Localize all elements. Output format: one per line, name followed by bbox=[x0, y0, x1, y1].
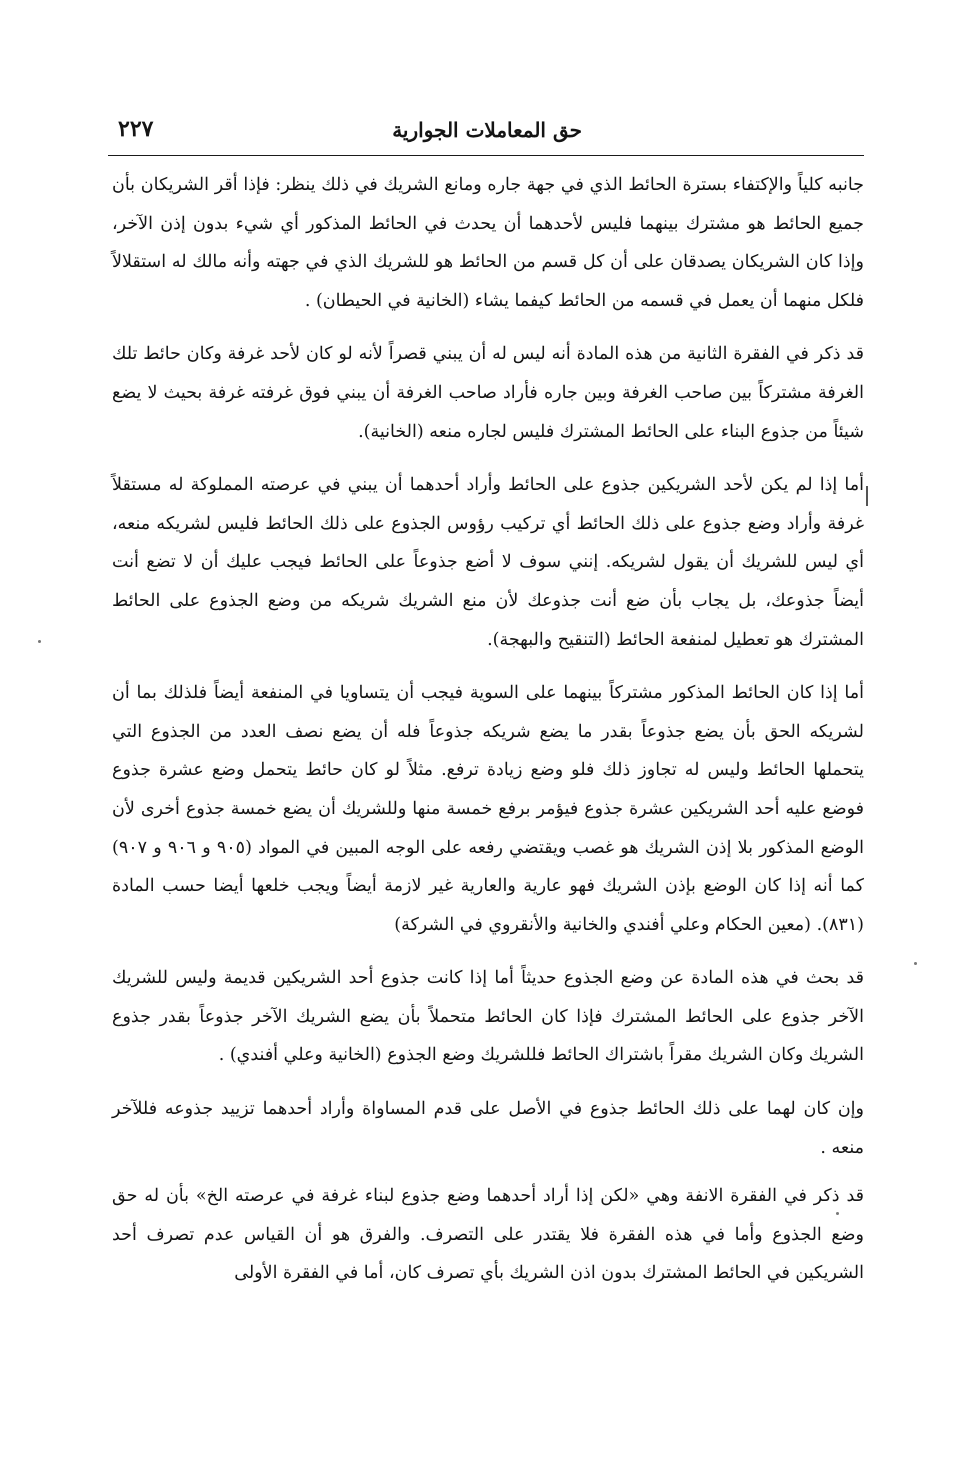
scan-speck bbox=[38, 640, 41, 643]
page-header bbox=[108, 112, 864, 152]
paragraph-5: قد بحث في هذه المادة عن وضع الجذوع حديثاً أما إذا كانت جذوع أحد الشريكين قديمة وليس للشريك الآخر جذوع على الحائط المشترك فإذا كان الحائط متحملاً بأن يضع الشريك الآخر جذوعاً بقدر جذوع الشريك وكان الشريك مقراً باشتراك الحائط فللشريك وضع الجذوع (الخانية وعلي أفندي) . bbox=[112, 968, 864, 1066]
paragraph-2: قد ذكر في الفقرة الثانية من هذه المادة أنه ليس له أن يبني قصراً لأنه لو كان لأحد غرفة وكان حائط تلك الغرفة مشتركاً بين صاحب الغرفة وبين جاره فأراد صاحب الغرفة أن يبني فوق غرفته غرفة بحيث لا يضع شيئاً من جذوع البناء على الحائط المشترك فليس لجاره منعه (الخانية). bbox=[112, 344, 864, 442]
running-title: حق المعاملات الجوارية bbox=[392, 118, 582, 142]
paragraph-1: جانبه كلياً والإكتفاء بسترة الحائط الذي في جهة جاره ومانع الشريك في ذلك ينظر: فإذا أقر الشريكان بأن جميع الحائط هو مشترك بينهما فليس لأحدهما أن يحدث في الحائط المذكور أي شيء بدون إذن الآخر، وإذا كان الشريكان يصدقان على أن كل قسم من الحائط هو للشريك الذي في جهته وأنه مالك له استقلالاً فلكل منهما أن يعمل في قسمه من الحائط كيفما يشاء (الخانية في الحيطان) . bbox=[112, 175, 864, 311]
body-text bbox=[112, 166, 864, 1308]
paragraph-7: قد ذكر في الفقرة الانفة وهي «لكن إذا أراد أحدهما وضع جذوع لبناء غرفة في عرصته الخ» بأن له حق وضع الجذوع وأما في هذه الفقرة فلا يقتدر على التصرف. والفرق هو أن القياس عدم تصرف أحد الشريكين في الحائط المشترك بدون اذن الشريك بأي تصرف كان، أما في الفقرة الأولى bbox=[112, 1186, 864, 1284]
page-number: ٢٢٧ bbox=[118, 116, 154, 142]
header-rule bbox=[108, 155, 864, 156]
paragraph-6: وإن كان لهما على ذلك الحائط جذوع في الأصل على قدم المساواة وأراد أحدهما تزييد جذوعه فللآخر منعه . bbox=[112, 1099, 864, 1158]
scan-speck bbox=[914, 962, 917, 965]
scan-speck bbox=[836, 1212, 839, 1215]
margin-mark bbox=[866, 486, 868, 506]
paragraph-3: أما إذا لم يكن لأحد الشريكين جذوع على الحائط وأراد أحدهما أن يبني في عرصته المملوكة له مستقلاً غرفة وأراد وضع جذوع على ذلك الحائط أي تركيب رؤوس الجذوع على ذلك الحائط فليس لشريكه منعه، أي ليس للشريك أن يقول لشريكه. إنني سوف لا أضع جذوعاً على الحائط فيجب عليك أن لا تضع أنت أيضاً جذوعك، بل يجاب بأن ضع أنت جذوعك لأن منع الشريك شريكه من وضع الجذوع على الحائط المشترك هو تعطيل لمنفعة الحائط (التنقيح والبهجة). bbox=[112, 475, 864, 650]
paragraph-4: أما إذا كان الحائط المذكور مشتركاً بينهما على السوية فيجب أن يتساويا في المنفعة أيضاً فلذلك بما أن لشريكه الحق بأن يضع جذوعاً بقدر ما يضع شريكه جذوعاً فله أن يضع نصف العدد من الجذوع التي يتحملها الحائط وليس له تجاوز ذلك فلو وضع زيادة ترفع. مثلاً لو كان حائط يتحمل وضع عشرة جذوع فوضع عليه أحد الشريكين عشرة جذوع فيؤمر برفع خمسة منها وللشريك أن يضع خمسة جذوع أخرى لأن الوضع المذكور بلا إذن الشريك هو غصب ويقتضي رفعه على الوجه المبين في المواد (٩٠٥ و ٩٠٦ و ٩٠٧) كما أنه إذا كان الوضع بإذن الشريك فهو عارية والعارية غير لازمة أيضاً ويجب خلعها أيضا حسب المادة (٨٣١). (معين الحكام وعلي أفندي والخانية والأنقروي في الشركة) bbox=[112, 683, 865, 935]
